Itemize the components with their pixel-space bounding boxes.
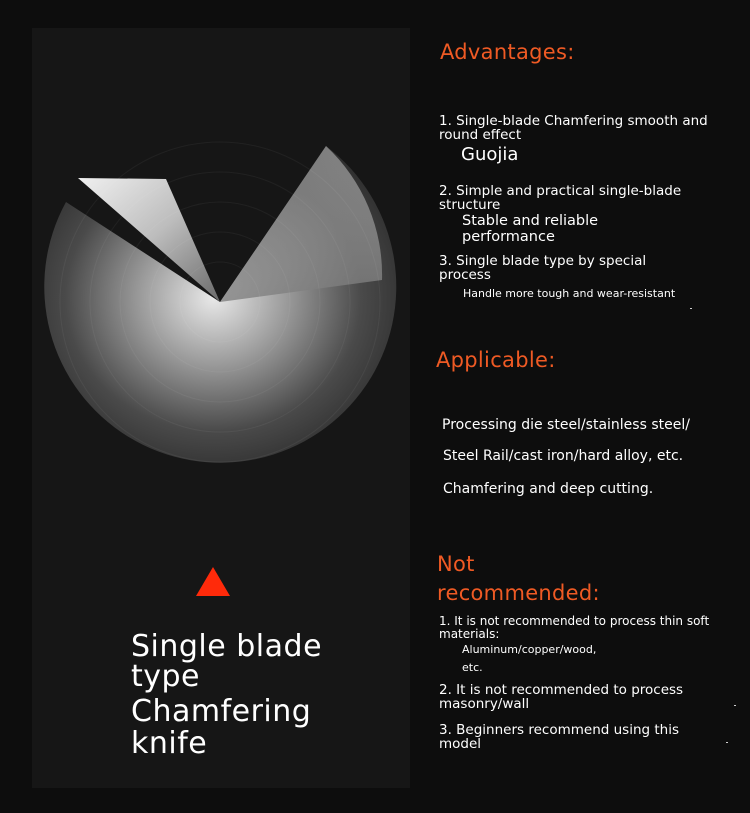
not-recommended-item-3: 3. Beginners recommend using this model [439,722,680,752]
decorative-dot-2 [734,705,736,706]
advantage-item-3: 3. Single blade type by special process [439,253,647,283]
not-recommended-sub-1: Aluminum/copper/wood, [462,643,597,656]
applicable-line-1: Processing die steel/stainless steel/ [442,417,690,433]
advantage-sub-3: Handle more tough and wear-resistant [463,287,676,300]
advantage-sub-1: Guojia [461,144,519,165]
product-title [131,629,391,761]
triangle-marker-icon [196,567,230,596]
not-recommended-item-1: 1. It is not recommended to process thin soft materials: [439,614,710,641]
blade-illustration [30,130,410,480]
not-recommended-item-2: 2. It is not recommended to process masonry/wall [439,682,684,712]
decorative-dot-3 [726,742,728,743]
blade-right-face [220,146,382,302]
blade-image [30,130,410,480]
not-recommended-heading: Not recommended: [437,552,600,605]
title-line-1: Single blade type [131,629,323,694]
applicable-line-2: Steel Rail/cast iron/hard alloy, etc. [443,448,684,464]
advantage-sub-2: Stable and reliable performance [462,213,599,245]
advantage-item-2: 2. Simple and practical single-blade structure [439,183,682,213]
decorative-dot [690,308,692,309]
applicable-line-3: Chamfering and deep cutting. [443,481,654,497]
applicable-heading: Applicable: [436,348,556,372]
title-line-2: Chamfering knife [131,694,312,761]
not-recommended-sub-2: etc. [462,661,483,674]
advantage-item-1: 1. Single-blade Chamfering smooth and round effect [439,113,708,143]
advantages-heading: Advantages: [440,40,575,64]
